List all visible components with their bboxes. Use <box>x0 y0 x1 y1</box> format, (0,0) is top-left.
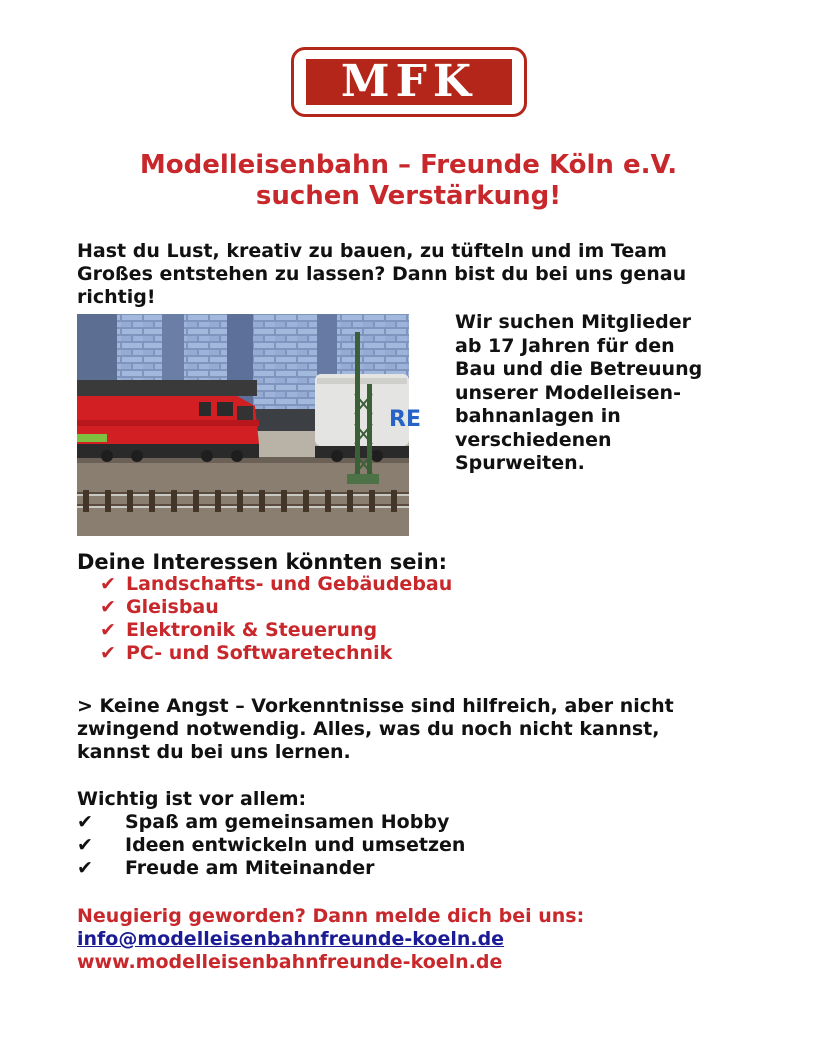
no-fear-text <box>77 695 674 764</box>
members-text <box>455 311 755 476</box>
logo <box>291 47 527 117</box>
website-link[interactable]: www.modelleisenbahnfreunde-koeln.de <box>77 951 503 973</box>
members-line: Bau und die Betreuung <box>455 358 703 380</box>
page-title-line-2: suchen Verstärkung! <box>255 181 562 211</box>
members-line: bahnanlagen in <box>455 405 621 427</box>
check-icon: ✔ <box>100 619 116 641</box>
contact-heading: Neugierig geworden? Dann melde dich bei uns: <box>77 905 585 927</box>
check-icon: ✔ <box>100 642 116 664</box>
important-list <box>77 811 465 880</box>
members-line: unserer Modelleisen- <box>455 381 681 404</box>
check-icon: ✔ <box>100 596 116 618</box>
list-item: ✔ Landschafts- und Gebäudebau <box>100 573 453 595</box>
check-icon: ✔ <box>77 834 93 856</box>
members-line: verschiedenen <box>455 428 612 451</box>
wagon-logo: RE <box>389 407 421 432</box>
list-item: ✔ Elektronik & Steuerung <box>100 619 378 641</box>
no-fear-line: > Keine Angst – Vorkenntnisse sind hilfreich, aber nicht <box>77 695 674 717</box>
no-fear-line: kannst du bei uns lernen. <box>77 741 351 763</box>
list-item: ✔ Spaß am gemeinsamen Hobby <box>77 811 450 833</box>
important-heading: Wichtig ist vor allem: <box>77 788 307 810</box>
check-icon: ✔ <box>77 857 93 879</box>
members-line: ab 17 Jahren für den <box>455 334 675 357</box>
check-icon: ✔ <box>77 811 93 833</box>
check-icon: ✔ <box>100 573 116 595</box>
intro-text: Hast du Lust, kreativ zu bauen, zu tüfteln und im Team Großes entstehen zu lassen? Dann bist du bei uns genau richtig! <box>77 240 687 308</box>
page-title-line-1: Modelleisenbahn – Freunde Köln e.V. <box>139 150 678 180</box>
interests-heading: Deine Interessen könnten sein: <box>77 550 448 574</box>
members-line: Spurweiten. <box>455 452 585 474</box>
train-photo <box>77 314 421 536</box>
list-item: ✔ Ideen entwickeln und umsetzen <box>77 834 466 856</box>
list-item: ✔ PC- und Softwaretechnik <box>100 642 393 664</box>
email-link[interactable]: info@modelleisenbahnfreunde-koeln.de <box>77 928 505 950</box>
members-line: Wir suchen Mitglieder <box>455 311 691 333</box>
no-fear-line: zwingend notwendig. Alles, was du noch nicht kannst, <box>77 718 660 740</box>
list-item: ✔ Gleisbau <box>100 596 219 618</box>
interests-list <box>100 573 452 665</box>
logo-text: MFK <box>306 59 512 105</box>
list-item: ✔ Freude am Miteinander <box>77 857 375 879</box>
